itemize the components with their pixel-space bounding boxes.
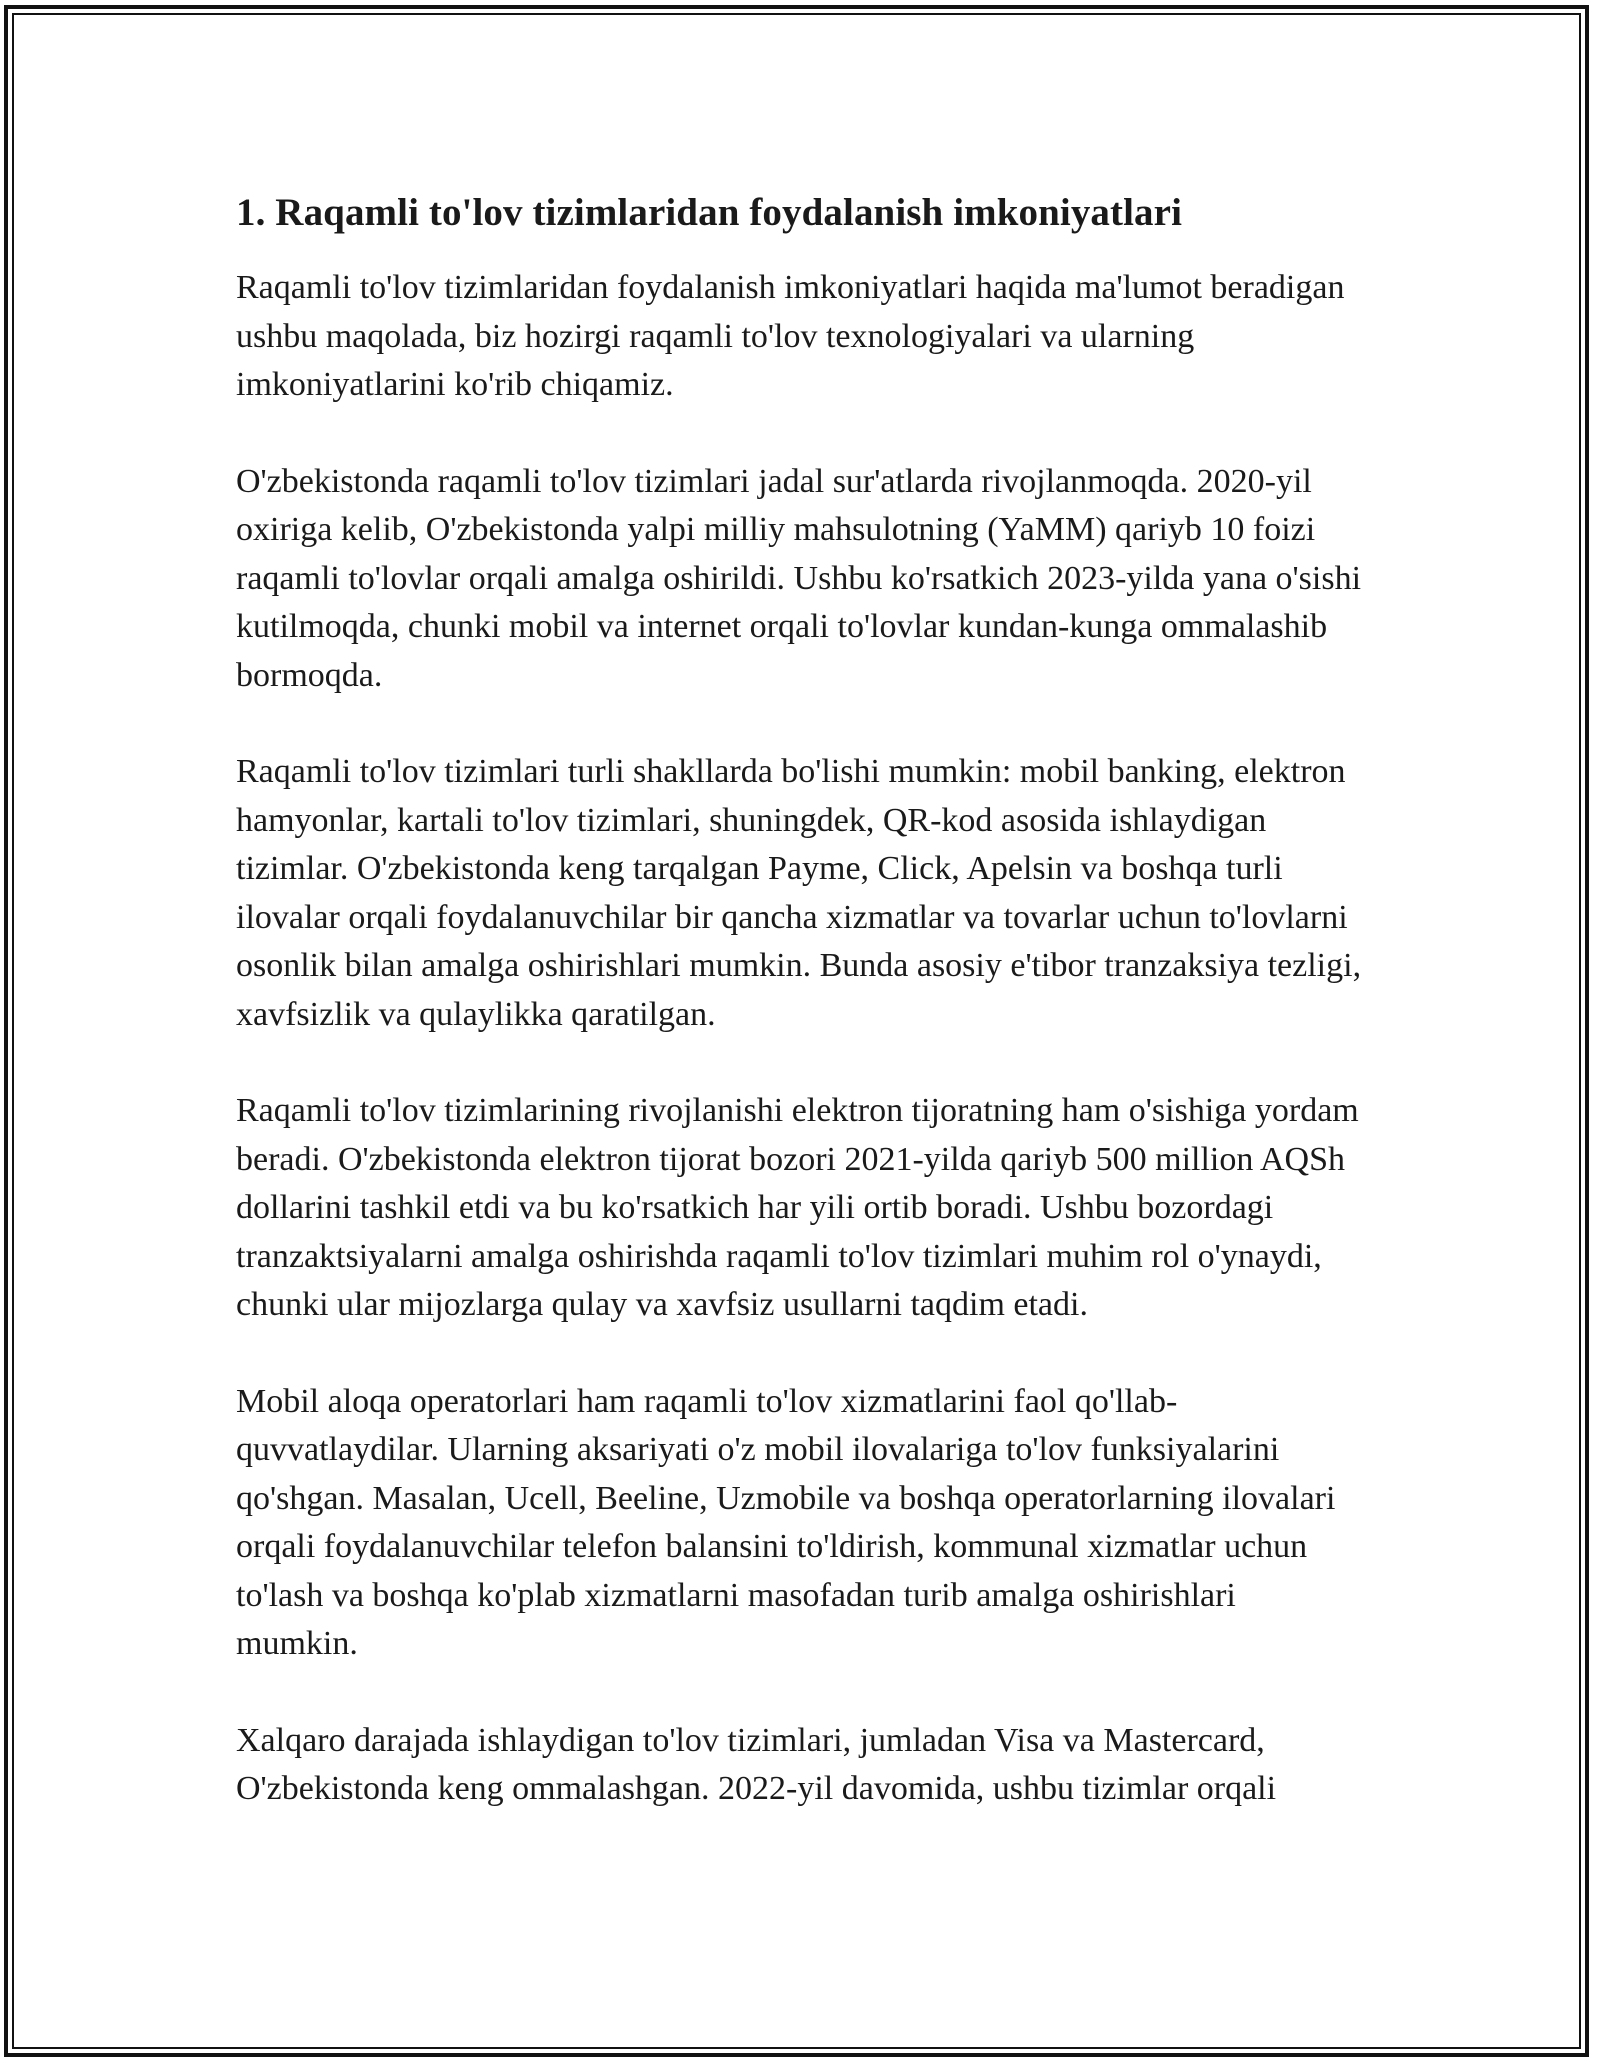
paragraph-mobile-operators: Mobil aloqa operatorlari ham raqamli to'lov xizmatlarini faol qo'llab-quvvatlaydilar. Ularning aksariyati o'z mobil ilovalariga to'lov funksiyalarini qo'shgan. Masalan, Ucell, Beeline, Uzmobile va boshqa operatorlarning ilovalari orqali foydalanuvchilar telefon balansini to'ldirish, kommunal xizmatlar uchun to'lash va boshqa ko'plab xizmatlarni masofadan turib amalga oshirishlari mumkin. — [236, 1382, 1336, 1662]
paragraph-growth: O'zbekistonda raqamli to'lov tizimlari jadal sur'atlarda rivojlanmoqda. 2020-yil oxiriga kelib, O'zbekistonda yalpi milliy mahsulotning (YaMM) qariyb 10 foizi raqamli to'lovlar orqali amalga oshirildi. Ushbu ko'rsatkich 2023-yilda yana o'sishi kutilmoqda, chunki mobil va internet orqali to'lovlar kundan-kunga ommalashib bormoqda. — [236, 462, 1362, 694]
section-heading: 1. Raqamli to'lov tizimlaridan foydalanish imkoniyatlari — [236, 191, 1182, 234]
paragraph-international: Xalqaro darajada ishlaydigan to'lov tizimlari, jumladan Visa va Mastercard, O'zbekistonda keng ommalashgan. 2022-yil davomida, ushbu tizimlar orqali — [236, 1721, 1277, 1807]
paragraph-ecommerce: Raqamli to'lov tizimlarining rivojlanishi elektron tijoratning ham o'sishiga yordam beradi. O'zbekistonda elektron tijorat bozori 2021-yilda qariyb 500 million AQSh dollarini tashkil etdi va bu ko'rsatkich har yili ortib boradi. Ushbu bozordagi tranzaktsiyalarni amalga oshirishda raqamli to'lov tizimlari muhim rol o'ynaydi, chunki ular mijozlarga qulay va xavfsiz usullarni taqdim etadi. — [236, 1092, 1359, 1323]
document-body — [236, 186, 1366, 1814]
paragraph-forms: Raqamli to'lov tizimlari turli shakllarda bo'lishi mumkin: mobil banking, elektron hamyonlar, kartali to'lov tizimlari, shuningdek, QR-kod asosida ishlaydigan tizimlar. O'zbekistonda keng tarqalgan Payme, Click, Apelsin va boshqa turli ilovalar orqali foydalanuvchilar bir qancha xizmatlar va tovarlar uchun to'lovlarni osonlik bilan amalga oshirishlari mumkin. Bunda asosiy e'tibor tranzaksiya tezligi, xavfsizlik va qulaylikka qaratilgan. — [236, 753, 1362, 1033]
paragraph-intro: Raqamli to'lov tizimlaridan foydalanish imkoniyatlari haqida ma'lumot beradigan ushbu maqolada, biz hozirgi raqamli to'lov texnologiyalari va ularning imkoniyatlarini ko'rib chiqamiz. — [236, 269, 1345, 403]
